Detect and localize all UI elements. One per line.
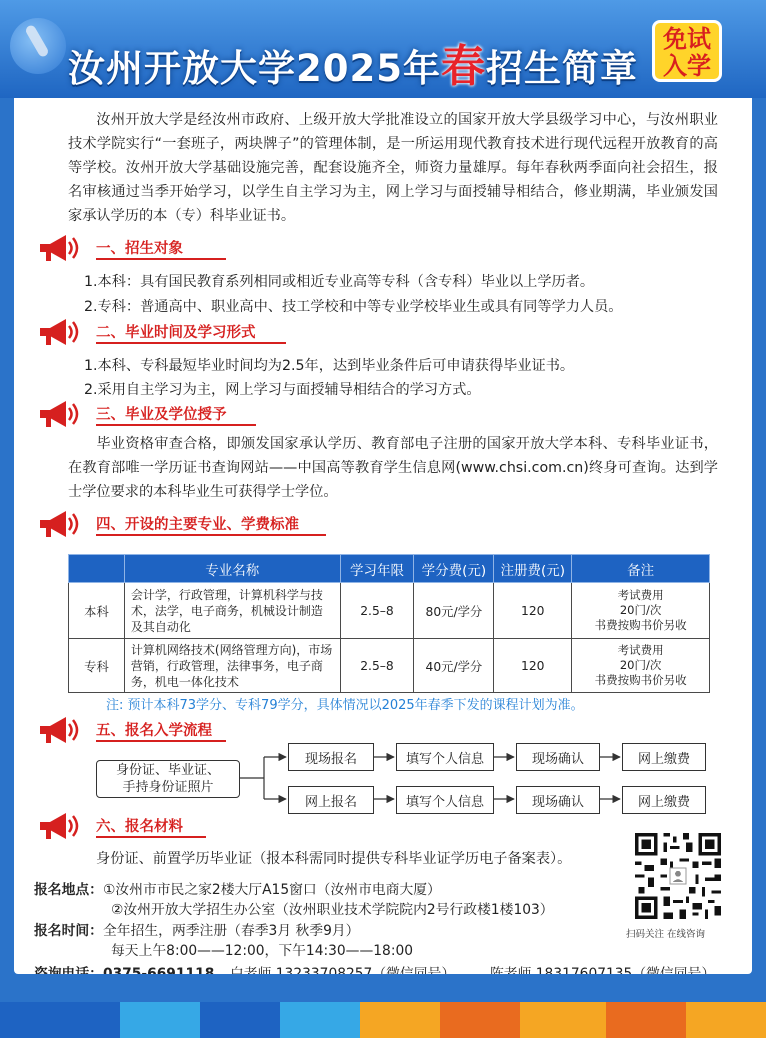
megaphone-icon: [36, 398, 82, 430]
section-materials: [14, 810, 714, 840]
section-title: 一、招生对象: [96, 241, 183, 257]
table-header-cell: 备注: [572, 555, 710, 583]
table-header-cell: 学习年限: [340, 555, 414, 583]
note-cell: 考试费用 20门/次 书费按购书价另收: [572, 583, 710, 639]
flow-step-fill-info: 填写个人信息: [396, 743, 494, 771]
flow-step-online-payment: 网上缴费: [622, 743, 706, 771]
table-row: [69, 583, 710, 639]
registration-fee-cell: 120: [494, 583, 572, 639]
list-item: 1.本科、专科最短毕业时间均为2.5年，达到毕业条件后可申请获得毕业证书。: [84, 358, 575, 374]
list-item: 1.本科：具有国民教育系列相同或相近专业高等专科（含专科）毕业以上学历者。: [84, 274, 595, 290]
header-banner: [0, 0, 766, 98]
materials-text: 身份证、前置学历毕业证（报本科需同时提供专科毕业证学历电子备案表）。: [96, 851, 572, 867]
section-underline: [96, 836, 206, 838]
section-title: 六、报名材料: [96, 819, 183, 835]
credit-fee-cell: 40元/学分: [414, 639, 494, 693]
badge-top-text: 免试: [663, 25, 711, 53]
megaphone-icon: [36, 508, 82, 540]
content-panel: [14, 98, 752, 974]
page-title: 汝州开放大学2025年春招生简章: [68, 41, 638, 92]
address-line: 报名地点：①汝州市市民之家2楼大厅A15窗口（汝州市电商大厦）: [34, 882, 441, 898]
badge-bottom-text: 入学: [663, 52, 711, 80]
pointing-hand-icon: [10, 18, 66, 74]
table-header-row: [69, 555, 710, 583]
list-item: 2.采用自主学习为主，网上学习与面授辅导相结合的学习方式。: [84, 382, 481, 398]
table-header-cell: 注册费(元): [494, 555, 572, 583]
flow-step-onsite-register: 现场报名: [288, 743, 374, 771]
credit-fee-cell: 80元/学分: [414, 583, 494, 639]
majors-cell: 会计学，行政管理，计算机科学与技术，法学，电子商务，机械设计制造及其自动化: [124, 583, 340, 639]
fee-table: [68, 554, 710, 693]
megaphone-icon: [36, 316, 82, 348]
qr-caption: 扫码关注 在线咨询: [626, 929, 706, 940]
flow-step-fill-info: 填写个人信息: [396, 786, 494, 814]
title-spring-character: 春: [440, 41, 486, 92]
flow-step-online-payment: 网上缴费: [622, 786, 706, 814]
megaphone-icon: [36, 232, 82, 264]
section-underline: [96, 534, 326, 536]
qr-code: [632, 830, 724, 922]
flow-step-onsite-confirm: 现场确认: [516, 743, 600, 771]
flow-step-onsite-confirm: 现场确认: [516, 786, 600, 814]
table-row: [69, 639, 710, 693]
table-footnote: 注: 预计本科73学分、专科79学分，具体情况以2025年春季下发的课程计划为准。: [106, 698, 584, 713]
section-title: 五、报名入学流程: [96, 723, 212, 739]
address-line: ②汝州开放大学招生办公室（汝州职业技术学院院内2号行政楼1楼103）: [111, 902, 554, 918]
section-enrollment-target: [14, 232, 714, 262]
level-cell: 本科: [69, 583, 125, 639]
section-underline: [96, 258, 226, 260]
note-cell: 考试费用 20门/次 书费按购书价另收: [572, 639, 710, 693]
table-header-cell: 专业名称: [124, 555, 340, 583]
time-line: 报名时间：全年招生，两季注册（春季3月 秋季9月）: [34, 923, 360, 939]
years-cell: 2.5–8: [340, 639, 414, 693]
footer-color-strip: [0, 974, 766, 1038]
section-degree-award: [14, 398, 714, 428]
section-underline: [96, 424, 256, 426]
section-majors-fees: [14, 508, 714, 538]
table-header-cell: [69, 555, 125, 583]
section-title: 三、毕业及学位授予: [96, 407, 227, 423]
degree-paragraph: 毕业资格审查合格，即颁发国家承认学历、教育部电子注册的国家开放大学本科、专科毕业证书，在教育部唯一学历证书查询网站——中国高等教育学生信息网(www.chsi.com.cn)终身可查询。达到学士学位要求的本科毕业生可获得学士学位。: [68, 436, 718, 500]
section-title: 四、开设的主要专业、学费标准: [96, 517, 299, 533]
megaphone-icon: [36, 810, 82, 842]
section-graduation-time: [14, 316, 714, 346]
list-item: 2.专科：普通高中、职业高中、技工学校和中等专业学校毕业生或具有同等学力人员。: [84, 299, 623, 315]
registration-fee-cell: 120: [494, 639, 572, 693]
level-cell: 专科: [69, 639, 125, 693]
flow-start-box: 身份证、毕业证、 手持身份证照片: [96, 760, 240, 798]
table-header-cell: 学分费(元): [414, 555, 494, 583]
section-title: 二、毕业时间及学习形式: [96, 325, 256, 341]
section-underline: [96, 342, 286, 344]
years-cell: 2.5–8: [340, 583, 414, 639]
flow-step-online-register: 网上报名: [288, 786, 374, 814]
intro-paragraph: 汝州开放大学是经汝州市政府、上级开放大学批准设立的国家开放大学县级学习中心，与汝州职业技术学院实行“一套班子，两块牌子”的管理体制，是一所运用现代教育技术进行现代远程开放教育的高等学校。汝州开放大学基础设施完善，配套设施齐全，师资力量雄厚。每年春秋两季面向社会招生，报名审核通过当季开始学习，以学生自主学习为主，网上学习与面授辅导相结合，修业期满，毕业颁发国家承认学历的本（专）科毕业证书。: [68, 112, 718, 224]
time-line: 每天上午8:00——12:00，下午14:30——18:00: [111, 943, 414, 959]
free-admission-badge: [652, 20, 722, 82]
majors-cell: 计算机网络技术(网络管理方向)，市场营销，行政管理，法律事务，电子商务，机电一体化技术: [124, 639, 340, 693]
